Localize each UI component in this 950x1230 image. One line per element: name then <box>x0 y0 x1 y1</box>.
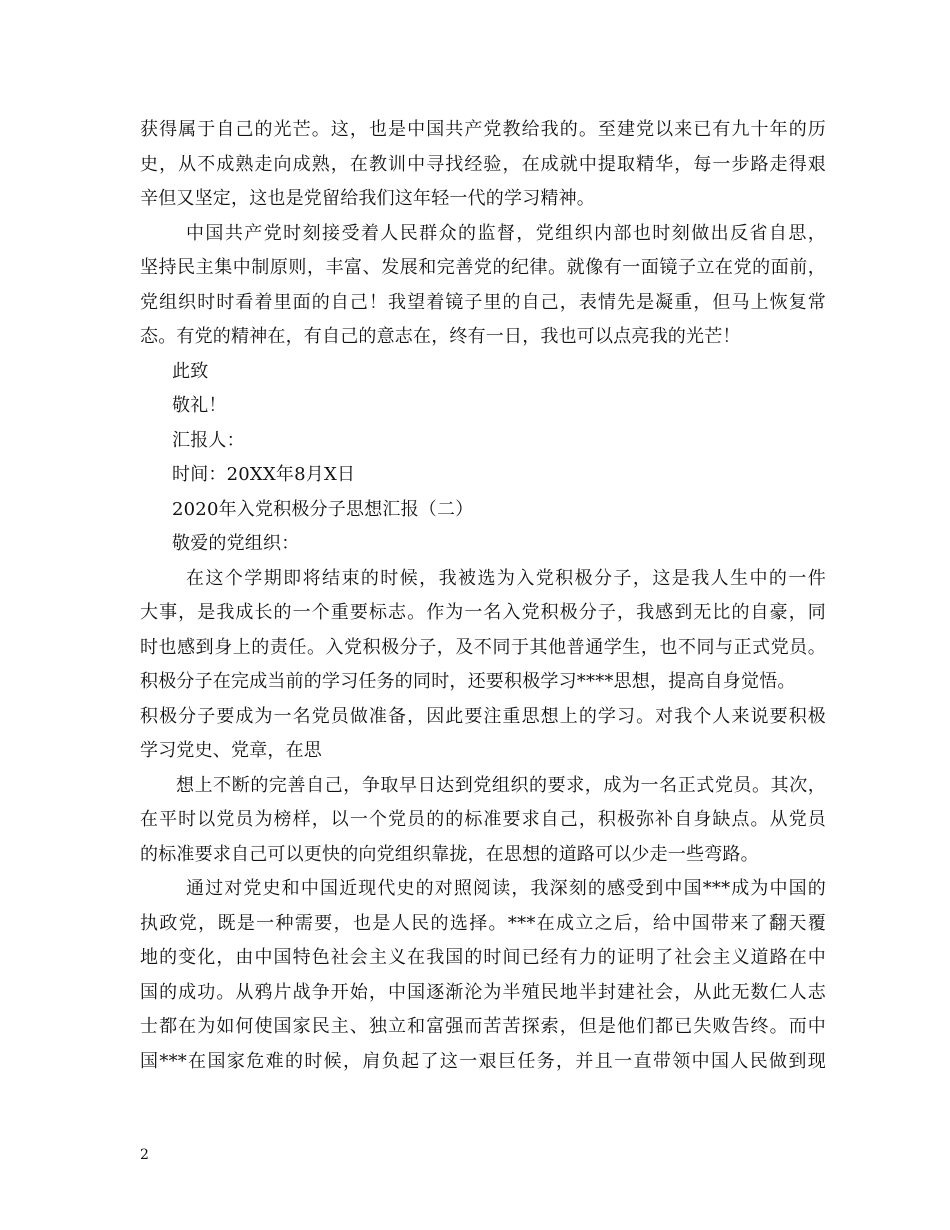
report-date: 时间：20XX年8月X日 <box>172 464 356 485</box>
text-line: 国***在国家危难的时候，肩负起了这一艰巨任务，并且一直带领中国人民做到现 <box>140 1050 826 1072</box>
text-line: 积极分子要成为一名党员做准备，因此要注重思想上的学习。对我个人来说要积极 <box>140 705 826 727</box>
text-line: 士都在为如何使国家民主、独立和富强而苦苦探索，但是他们都已失败告终。而中 <box>140 1016 826 1037</box>
text-line: 辛但又坚定，这也是党留给我们这年轻一代的学习精神。 <box>140 188 595 209</box>
text-line: 坚持民主集中制原则，丰富、发展和完善党的纪律。就像有一面镜子立在党的面前， <box>140 257 826 278</box>
document-body <box>140 113 826 1079</box>
text-line: 在平时以党员为榜样，以一个党员的的标准要求自己，积极弥补自身缺点。从党员 <box>140 809 826 830</box>
greeting: 敬爱的党组织： <box>172 533 300 554</box>
text-line: 党组织时时看着里面的自己！我望着镜子里的自己，表情先是凝重，但马上恢复常 <box>140 291 826 313</box>
section-title: 2020年入党积极分子思想汇报（二） <box>172 498 474 520</box>
text-line: 态。有党的精神在，有自己的意志在，终有一日，我也可以点亮我的光芒！ <box>140 326 741 347</box>
text-line: 在这个学期即将结束的时候，我被选为入党积极分子，这是我人生中的一件 <box>186 567 826 589</box>
text-line: 中国共产党时刻接受着人民群众的监督，党组织内部也时刻做出反省自思， <box>186 222 826 244</box>
closing-salutation: 此致 <box>172 360 209 382</box>
text-line: 时也感到身上的责任。入党积极分子，及不同于其他普通学生，也不同与正式党员。 <box>140 636 826 658</box>
text-line: 执政党，既是一种需要，也是人民的选择。***在成立之后，给中国带来了翻天覆 <box>140 912 826 934</box>
text-line: 的标准要求自己可以更快的向党组织靠拢，在思想的道路可以少走一些弯路。 <box>140 843 759 865</box>
text-line: 大事，是我成长的一个重要标志。作为一名入党积极分子，我感到无比的自豪，同 <box>140 602 826 623</box>
closing-regards: 敬礼！ <box>172 395 227 416</box>
text-line: 想上不断的完善自己，争取早日达到党组织的要求，成为一名正式党员。其次， <box>176 774 826 796</box>
text-line: 通过对党史和中国近现代史的对照阅读，我深刻的感受到中国***成为中国的 <box>186 878 826 899</box>
text-line: 史，从不成熟走向成熟，在教训中寻找经验，在成就中提取精华，每一步路走得艰 <box>140 153 826 175</box>
text-line: 获得属于自己的光芒。这，也是中国共产党教给我的。至建党以来已有九十年的历 <box>140 119 826 140</box>
reporter-label: 汇报人： <box>172 429 245 451</box>
text-line: 学习党史、党章，在思 <box>140 740 322 761</box>
text-line: 地的变化，由中国特色社会主义在我国的时间已经有力的证明了社会主义道路在中 <box>140 947 826 968</box>
text-line: 积极分子在完成当前的学习任务的同时，还要积极学习****思想，提高自身觉悟。 <box>140 671 796 692</box>
page-number: 2 <box>140 1147 149 1163</box>
text-line: 国的成功。从鸦片战争开始，中国逐渐沦为半殖民地半封建社会，从此无数仁人志 <box>140 981 826 1003</box>
